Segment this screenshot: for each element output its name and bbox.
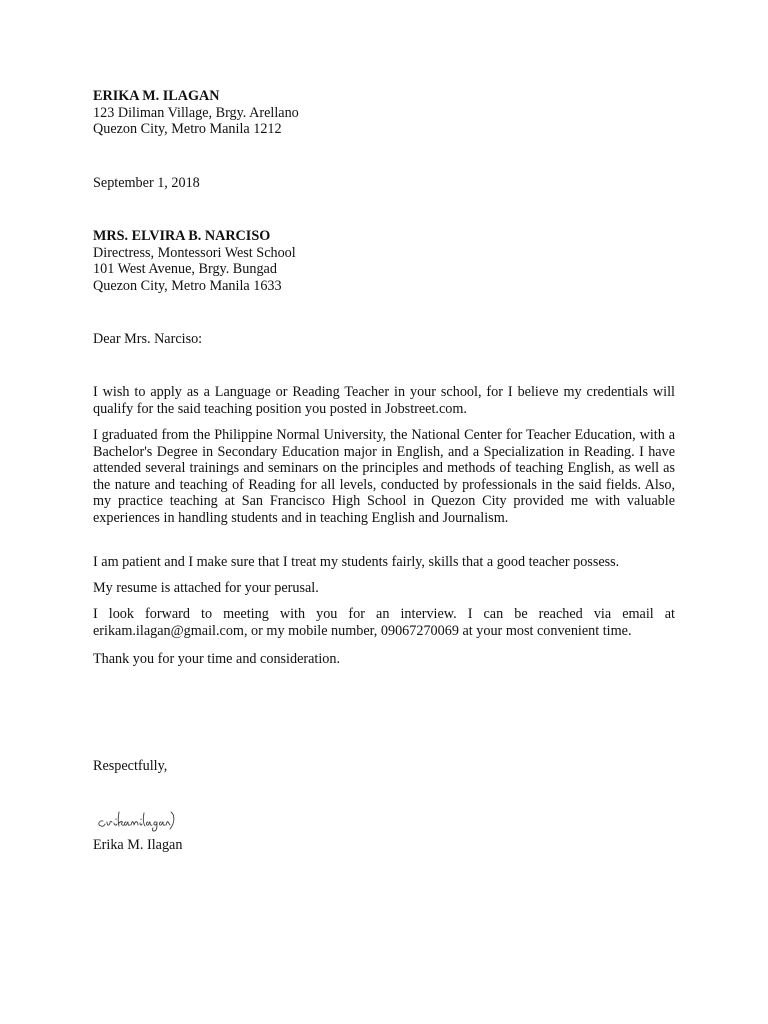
- body-paragraph-6: Thank you for your time and consideration.: [93, 651, 341, 667]
- handwritten-signature: [95, 806, 177, 834]
- sender-name: ERIKA M. ILAGAN: [93, 88, 220, 104]
- closing-block: [93, 758, 675, 775]
- date-block: [93, 175, 675, 192]
- letter-date: September 1, 2018: [93, 175, 200, 191]
- sender-address-line1: 123 Diliman Village, Brgy. Arellano: [93, 104, 299, 121]
- recipient-address-line1: 101 West Avenue, Brgy. Bungad: [93, 261, 277, 277]
- body-paragraph-2: I graduated from the Philippine Normal University, the National Center for Teacher Education, with a Bachelor's Degree in Secondary Education major in English, and a Specialization in Reading. I have attended several trainings and seminars on the principles and methods of teaching English, as well as the nature and teaching of Reading for all levels, conducted by professionals in the said fields. Also, my practice teaching at San Francisco High School in Quezon City provided me with valuable experiences in handling students and in teaching English and Journalism.: [93, 427, 675, 526]
- body-paragraph-1: I wish to apply as a Language or Reading Teacher in your school, for I believe my credentials will qualify for the said teaching position you posted in Jobstreet.com.: [93, 384, 675, 417]
- signer-block: [93, 837, 675, 854]
- sender-block: [93, 88, 675, 138]
- recipient-title: Directress, Montessori West School: [93, 244, 296, 261]
- salutation-block: [93, 331, 675, 348]
- recipient-block: [93, 228, 675, 294]
- body-paragraph-5: I look forward to meeting with you for an interview. I can be reached via email at erikam.ilagan@gmail.com, or my mobile number, 09067270069 at your most convenient time.: [93, 606, 675, 639]
- signer-name: Erika M. Ilagan: [93, 837, 183, 853]
- salutation: Dear Mrs. Narciso:: [93, 331, 203, 347]
- recipient-name: MRS. ELVIRA B. NARCISO: [93, 228, 271, 244]
- body-paragraph-3: I am patient and I make sure that I treat my students fairly, skills that a good teacher possess.: [93, 554, 620, 570]
- recipient-address-line2: Quezon City, Metro Manila 1633: [93, 277, 282, 294]
- body-paragraph-4: My resume is attached for your perusal.: [93, 580, 319, 596]
- sender-address-line2: Quezon City, Metro Manila 1212: [93, 121, 282, 137]
- closing: Respectfully,: [93, 758, 168, 774]
